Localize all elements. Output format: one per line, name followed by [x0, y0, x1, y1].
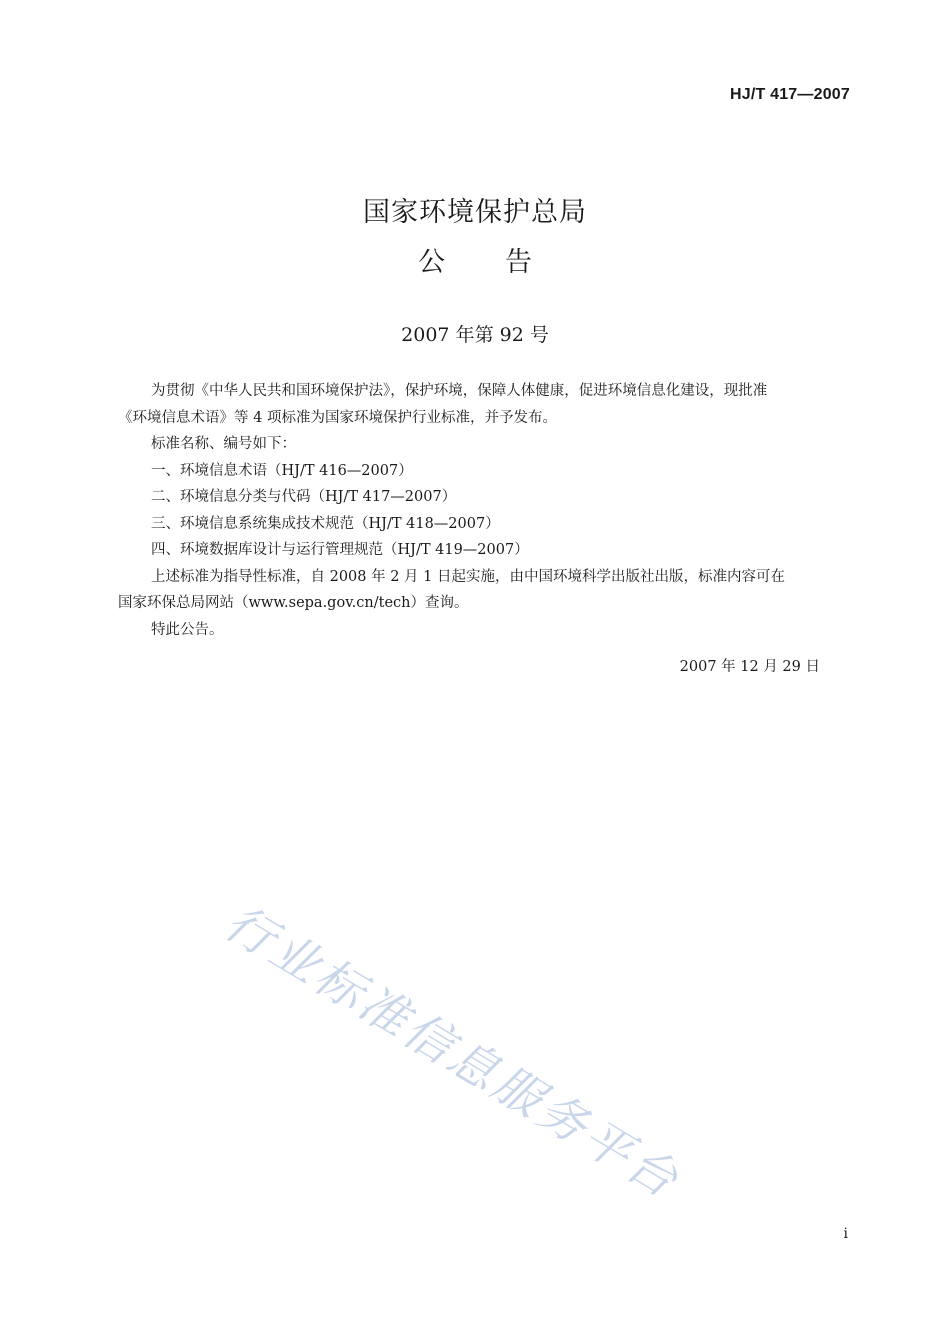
- list-item: 四、环境数据库设计与运行管理规范（HJ/T 419—2007）: [151, 542, 529, 558]
- announcement-number: 2007 年第 92 号: [401, 324, 549, 346]
- announcement-date: 2007 年 12 月 29 日: [679, 659, 820, 675]
- list-item: 二、环境信息分类与代码（HJ/T 417—2007）: [151, 489, 457, 505]
- announcement-body: [118, 378, 858, 643]
- standard-number: HJ/T 417—2007: [729, 86, 850, 103]
- list-item: 一、环境信息术语（HJ/T 416—2007）: [151, 462, 413, 479]
- paragraph-1-line-1: 为贯彻《中华人民共和国环境保护法》，保护环境，保障人体健康，促进环境信息化建设，现批准: [151, 383, 768, 399]
- announcement-title: 公告: [418, 247, 592, 278]
- paragraph-2-line-2: 国家环保总局网站（www.sepa.gov.cn/tech）查询。: [118, 595, 469, 611]
- paragraph-2-line-1: 上述标准为指导性标准，自 2008 年 2 月 1 日起实施，由中国环境科学出版社出版，标准内容可在: [151, 568, 786, 585]
- watermark: 行业标准信息服务平台: [215, 894, 690, 1211]
- list-item: 三、环境信息系统集成技术规范（HJ/T 418—2007）: [151, 515, 500, 532]
- page-number: i: [843, 1226, 848, 1242]
- issuer-title: 国家环境保护总局: [363, 197, 587, 228]
- list-intro: 标准名称、编号如下：: [151, 436, 296, 452]
- paragraph-1-line-2: 《环境信息术语》等 4 项标准为国家环境保护行业标准，并予发布。: [118, 409, 557, 426]
- closing-line: 特此公告。: [151, 621, 224, 638]
